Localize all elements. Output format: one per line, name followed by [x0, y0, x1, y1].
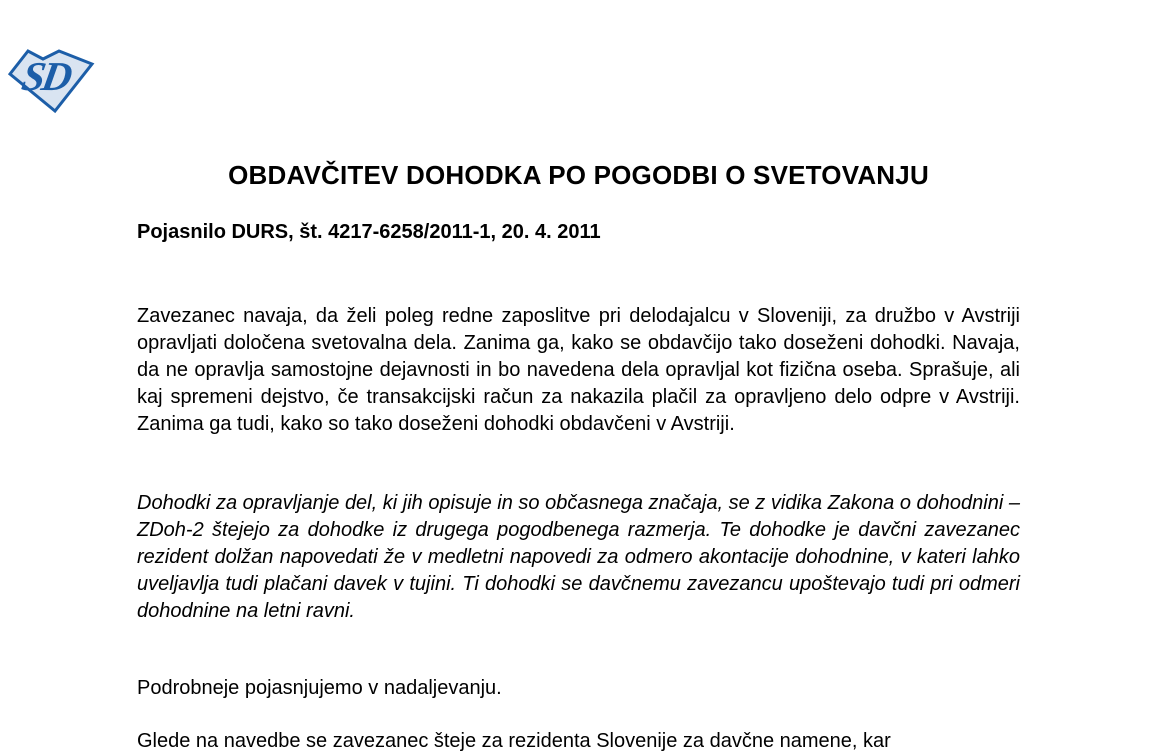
paragraph-summary-answer-italic: Dohodki za opravljanje del, ki jih opisuje in so občasnega značaja, se z vidika Zakona o dohodnini – ZDoh-2 štejejo za dohodke iz drugega pogodbenega razmerja. Te dohodke je davčni zavezanec rezident dolžan napovedati že v medletni napovedi za odmero akontacije dohodnine, v kateri lahko uveljavlja tudi plačani davek v tujini. Ti dohodki se davčnemu zavezancu upoštevajo tudi pri odmeri dohodnine na letni ravni. [137, 492, 1020, 622]
paragraph-residency-cutoff: Glede na navedbe se zavezanec šteje za rezidenta Slovenije za davčne namene, kar [137, 730, 891, 752]
logo-letters: SD [18, 53, 74, 99]
document-title: OBDAVČITEV DOHODKA PO POGODBI O SVETOVANJU [228, 160, 929, 190]
paragraph-taxpayer-question: Zavezanec navaja, da želi poleg redne zaposlitve pri delodajalcu v Sloveniji, za družbo v Avstriji opravljati določena svetovalna dela. Zanima ga, kako se obdavčijo tako doseženi dohodki. Navaja, da ne opravlja samostojne dejavnosti in bo navedena dela opravljal kot fizična oseba. Sprašuje, ali kaj spremeni dejstvo, če transakcijski račun za nakazila plačil za opravljeno delo odpre v Avstriji. Zanima ga tudi, kako so tako doseženi dohodki obdavčeni v Avstriji. [137, 305, 1020, 435]
sd-shield-logo-icon [6, 46, 102, 114]
document-subtitle: Pojasnilo DURS, št. 4217-6258/2011-1, 20. 4. 2011 [137, 221, 601, 243]
paragraph-detail-intro: Podrobneje pojasnjujemo v nadaljevanju. [137, 677, 502, 699]
